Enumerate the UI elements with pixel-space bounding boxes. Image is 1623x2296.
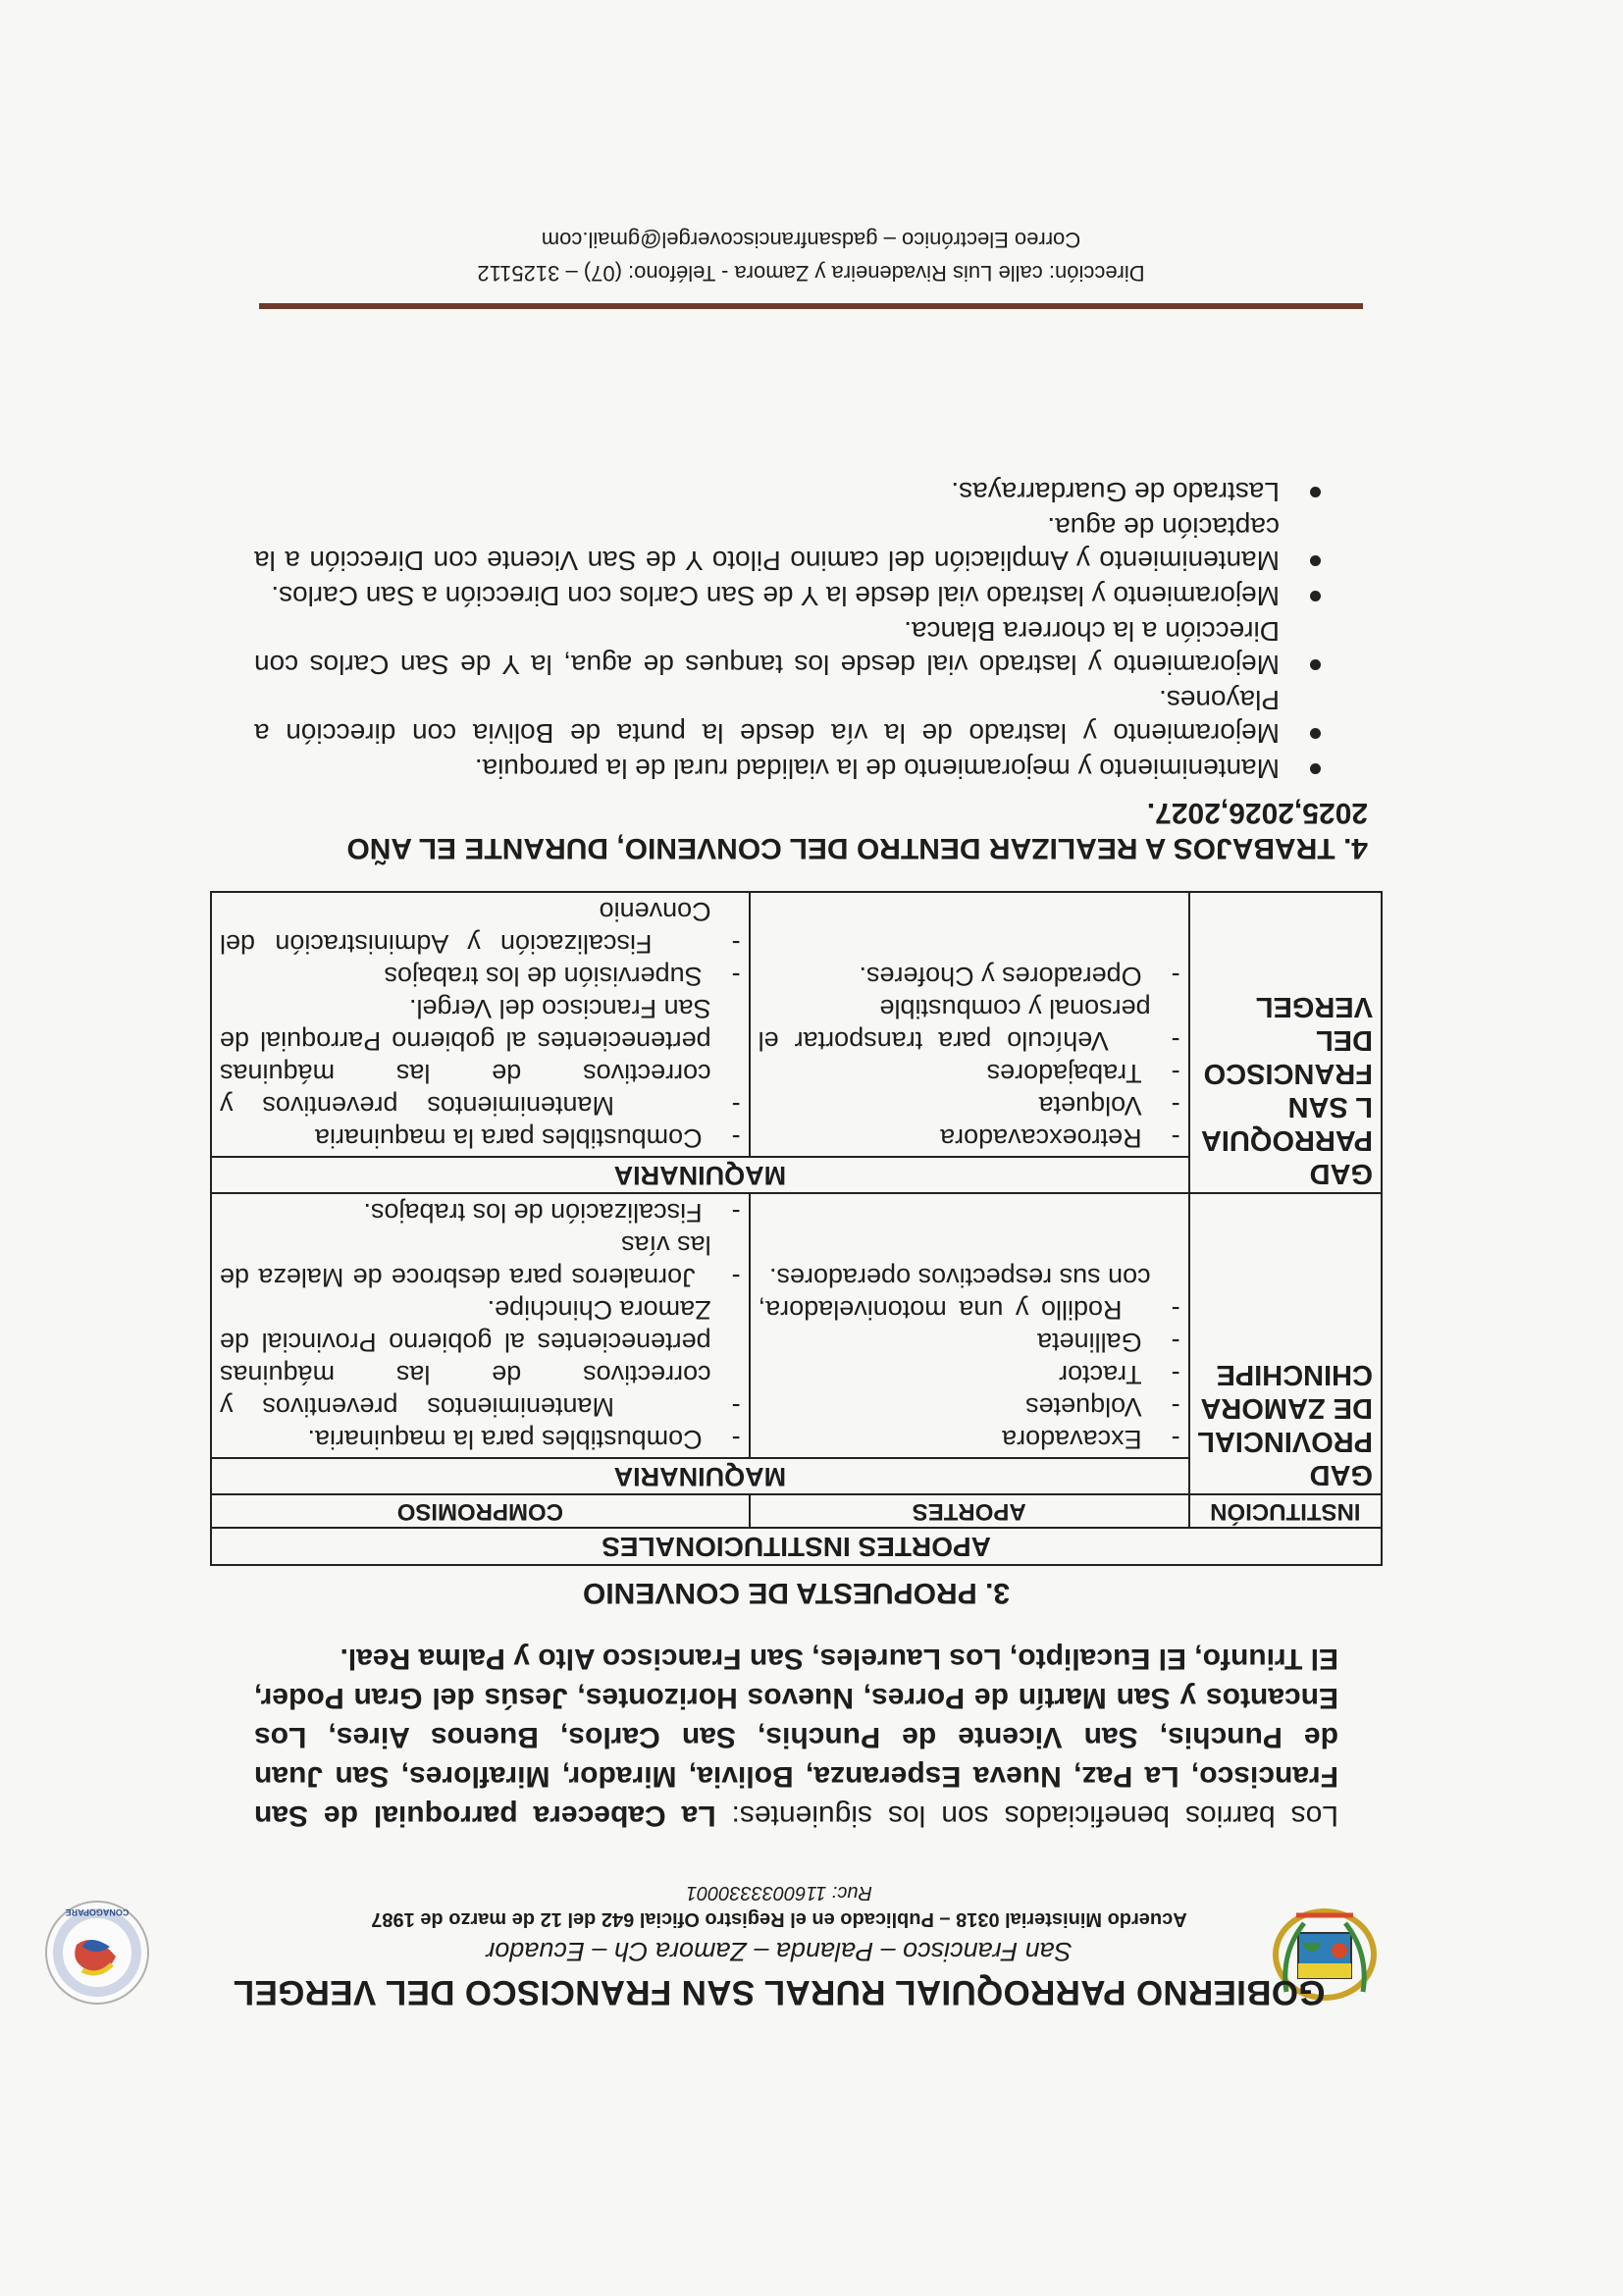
- aportes-cell: [750, 892, 1189, 1157]
- compromiso-item: - Mantenimientos preventivos y correctivos de las máquinas pertenecientes al gobierno Provincial de Zamora Chinchipe.: [220, 1293, 741, 1423]
- list-item: Mejoramiento y lastrado vial desde los tanques de agua, la Y de San Carlos con Dirección a la chorrera Blanca.: [254, 616, 1280, 680]
- conagopare-logo-text: CONAGOPARE: [65, 1907, 130, 1917]
- list-item: Mantenimiento y mejoramiento de la vialidad rural de la parroquia.: [254, 752, 1280, 785]
- table-row: [211, 1458, 1382, 1494]
- aporte-item: - Volqueta: [759, 1089, 1180, 1122]
- compromiso-item: - Jornaleros para desbroce de Maleza de las vías: [220, 1228, 741, 1293]
- header-ruc: Ruc: 1160033330001: [686, 1882, 872, 1904]
- beneficiaries-paragraph: [254, 1639, 1338, 1835]
- compromiso-item: - Fiscalización de los trabajos.: [220, 1196, 741, 1228]
- aporte-item: - Retroexcavadora: [759, 1122, 1180, 1154]
- header-institucion: INSTITUCIÓN: [1189, 1494, 1382, 1528]
- conagopare-logo-icon: [39, 1894, 155, 2011]
- table-caption: APORTES INSTITUCIONALES: [211, 1528, 1382, 1565]
- letterhead: [171, 1881, 1387, 2011]
- institution-cell: GAD PROVINCIAL DE ZAMORA CHINCHIPE: [1189, 1193, 1382, 1494]
- footer: [259, 223, 1363, 289]
- header-title: GOBIERNO PARROQUIAL RURAL SAN FRANCISCO DEL VERGEL: [233, 1973, 1326, 2011]
- aporte-item: - Tractor: [759, 1358, 1180, 1390]
- compromiso-item: - Fiscalización y Administración del Convenio: [220, 895, 741, 960]
- aportes-table: [210, 891, 1383, 1566]
- list-item: Mejoramiento y lastrado vial desde la Y de San Carlos con Dirección a San Carlos.: [254, 579, 1280, 612]
- compromiso-item: - Combustibles para la maquinaria.: [220, 1423, 741, 1455]
- footer-email: Correo Electrónico – gadsanfranciscovergel@gmail.com: [541, 228, 1081, 252]
- beneficiaries-list: La Cabecera parroquial de San Francisco, La Paz, Nueva Esperanza, Bolivia, Mirador, Miraflores, San Juan de Punchis, San Vicente de Punchis, San Carlos, Buenos Aires, Los Encantos y San Martín de Porres, Nuevos Horizontes, Jesús del Gran Poder, El Triunfo, El Eucalipto, Los Laureles, San Francisco Alto y Palma Real.: [254, 1643, 1338, 1832]
- list-item: Mantenimiento y Ampliación del camino Piloto Y de San Vicente con Dirección a la captación de agua.: [254, 512, 1280, 576]
- footer-divider: [259, 303, 1363, 309]
- row-subheader: MAQUINARIA: [211, 1157, 1189, 1193]
- compromiso-item: - Mantenimientos preventivos y correctivos de las máquinas pertenecientes al gobierno Parroquial de San Francisco del Vergel.: [220, 992, 741, 1122]
- compromiso-item: - Combustibles para la maquinaria: [220, 1122, 741, 1154]
- header-legal: Acuerdo Ministerial 0318 – Publicado en el Registro Oficial 642 del 12 de marzo de 1987: [371, 1908, 1187, 1930]
- aporte-item: - Rodillo y una motoniveladora, con sus respectivos operadores.: [759, 1261, 1180, 1326]
- header-compromiso: COMPROMISO: [211, 1494, 750, 1528]
- beneficiaries-lead: Los barrios beneficiados son los siguientes:: [731, 1800, 1338, 1832]
- compromiso-cell: [211, 1193, 750, 1458]
- aporte-item: - Trabajadores: [759, 1057, 1180, 1089]
- row-subheader: MAQUINARIA: [211, 1458, 1189, 1494]
- list-item: Lastrado de Guardarrayas.: [254, 475, 1280, 508]
- document-body: [219, 473, 1373, 1835]
- works-list: [254, 475, 1338, 785]
- aporte-item: - Gallineta: [759, 1326, 1180, 1358]
- aporte-item: - Volquetes: [759, 1390, 1180, 1423]
- header-aportes: APORTES: [750, 1494, 1189, 1528]
- header-location: San Francisco – Palanda – Zamora Ch – Ecuador: [486, 1937, 1073, 1966]
- section-4-heading: 4. TRABAJOS A REALIZAR DENTRO DEL CONVENIO, DURANTE EL AÑO 2025,2026,2027.: [346, 797, 1368, 864]
- compromiso-cell: [211, 892, 750, 1157]
- aporte-item: - Excavadora: [759, 1423, 1180, 1455]
- aporte-item: - Vehículo para transportar el personal y combustible: [759, 992, 1180, 1057]
- table-row: [211, 1157, 1382, 1193]
- section-3-heading: 3. PROPUESTA DE CONVENIO: [582, 1577, 1011, 1609]
- footer-address: Dirección: calle Luis Rivadeneira y Zamora - Teléfono: (07) – 3125112: [477, 261, 1145, 286]
- table-header-row: [211, 1494, 1382, 1528]
- compromiso-item: - Supervisión de los trabajos: [220, 960, 741, 992]
- institution-cell: GAD PARROQUIA L SAN FRANCISCO DEL VERGEL: [1189, 892, 1382, 1193]
- aporte-item: - Operadores y Choferes.: [759, 960, 1180, 992]
- aportes-cell: [750, 1193, 1189, 1458]
- list-item: Mejoramiento y lastrado de la vía desde la punta de Bolivia con dirección a Playones.: [254, 685, 1280, 749]
